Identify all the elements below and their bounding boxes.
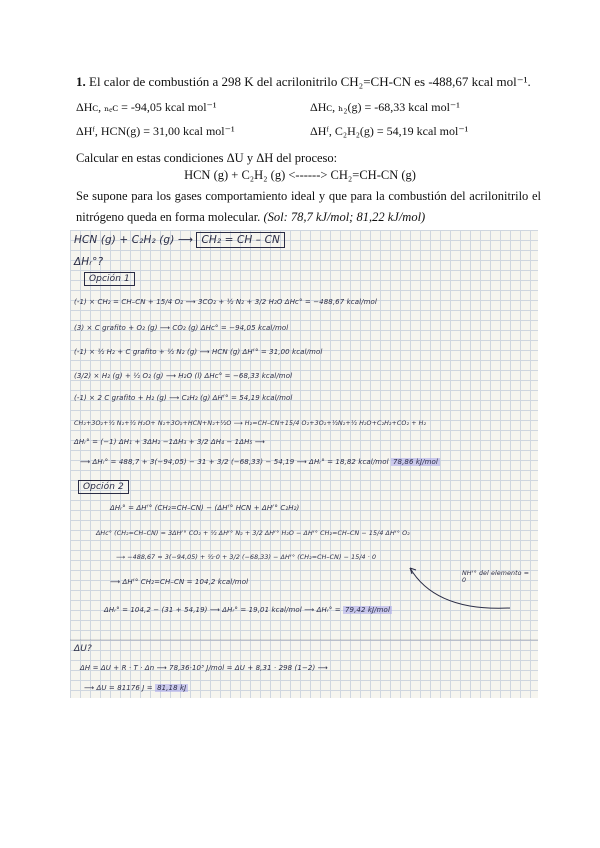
hw-du-line-1: ΔH = ΔU + R · T · Δn ⟶ 78,36·10³ J/mol = ΔU + 8,31 · 298 (1−2) ⟶: [80, 664, 328, 672]
problem-title-text: El calor de combustión a 298 K del acrilonitrilo CH₂=CH-CN es -488,67 kcal mol⁻¹.: [89, 74, 531, 89]
problem-title: [76, 74, 538, 90]
hw-reaction-3: (-1) × ½ H₂ + C grafito + ½ N₂ (g) ⟶ HCN (g) ΔHᶠ° = 31,00 kcal/mol: [74, 348, 323, 356]
hw-option2-line-c: ⟶ −488,67 = 3(−94,05) + ½·0 + 3/2 (−68,33) − ΔHᶠ° (CH₂=CH–CN) − 15/4 · 0: [116, 554, 377, 561]
hw-sum-line: CH₂+3O₂+½ N₂+½ H₂O+ N₂+3O₂+HCN+N₂+½O ⟶ H₂=CH–CN+15/4 O₂+3O₂+½N₂+½ H₂O+C₂H₂+CO₂ + H₂: [74, 420, 427, 427]
assumption-text: Se supone para los gases comportamiento ideal y que para la combustión del acrilonitrilo el nitrógeno queda en forma molecular.: [76, 189, 541, 224]
hw-line-reaction: [74, 234, 285, 246]
hw-option2-line-a: ΔHᵣ° = ΔHᶠ° (CH₂=CH–CN) − (ΔHᶠ° HCN + ΔHᶠ° C₂H₂): [110, 504, 300, 512]
hw-note-element-zero: NHᶠ° del elemento = 0: [462, 570, 530, 584]
hw-du-line-2: [84, 684, 188, 692]
process-reaction: HCN (g) + C₂H₂ (g) <------> CH₂=CH-CN (g): [184, 168, 416, 182]
hw-result-1-highlight: 78,86 kJ/mol: [392, 458, 438, 466]
hw-dh-question: ΔHᵣ°?: [74, 256, 104, 268]
hw-result-1-unit: kcal/mol: [358, 458, 389, 466]
hw-result-1-calc: ⟶ ΔHᵣ° = 488,7 + 3(−94,05) − 31 + 3/2 (−68,33) − 54,19 ⟶ ΔHᵣ° = 18,82: [80, 458, 356, 466]
hw-hess-line: ΔHᵣ° = (−1) ΔH₁ + 3ΔH₂ −1ΔH₃ + 3/2 ΔH₄ − 1ΔH₅ ⟶: [74, 438, 265, 446]
hw-opcion-2-label: Opción 2: [78, 480, 129, 494]
data-formation-hcn: ΔHᶠ, HCN(g) = 31,00 kcal mol⁻¹: [76, 124, 235, 138]
hw-du-question: ΔU?: [74, 644, 92, 654]
hw-du-line-2-calc: ⟶ ΔU = 81176 J =: [84, 684, 153, 692]
hw-option2-line-b: ΔHᴄ° (CH₂=CH–CN) = 3ΔHᶠ° CO₂ + ½ ΔHᶠ° N₂ + 3/2 ΔHᶠ° H₂O − ΔHᶠ° CH₂=CH–CN − 15/4 ΔHᶠ° O₂: [96, 530, 410, 537]
handwritten-solution-sheet: [70, 230, 538, 698]
hw-option2-line-d: ⟶ ΔHᶠ° CH₂=CH–CN = 104,2 kcal/mol: [110, 578, 249, 586]
problem-number: 1.: [76, 74, 86, 89]
hw-du-line-2-highlight: 81,18 kJ: [157, 684, 187, 692]
data-row-1: [76, 100, 546, 116]
hw-opcion-1: [84, 274, 135, 284]
hw-opcion-1-label: Opción 1: [84, 272, 135, 286]
data-formation-c2h2: ΔHᶠ, C₂H₂(g) = 54,19 kcal mol⁻¹: [310, 124, 469, 138]
instruction-text: Calcular en estas condiciones ΔU y ΔH del proceso:: [76, 151, 338, 165]
hw-reaction-2: (3) × C grafito + O₂ (g) ⟶ CO₂ (g) ΔHᴄ° = −94,05 kcal/mol: [74, 324, 289, 332]
hw-option2-result-calc: ΔHᵣ° = 104,2 − (31 + 54,19) ⟶ ΔHᵣ° = 19,01 kcal/mol ⟶ ΔHᵣ° =: [104, 606, 341, 614]
hw-reaction-product: CH₂ = CH – CN: [196, 232, 285, 248]
hw-opcion-2: [78, 482, 129, 492]
hw-option2-result-highlight: 79,42 kJ/mol: [345, 606, 390, 614]
solution-text: (Sol: 78,7 kJ/mol; 81,22 kJ/mol): [263, 210, 426, 224]
hw-reaction-left: HCN (g) + C₂H₂ (g) ⟶: [74, 234, 193, 246]
data-row-2: [76, 124, 546, 140]
hw-reaction-1: (-1) × CH₂ = CH–CN + 15/4 O₂ ⟶ 3CO₂ + ½ N₂ + 3/2 H₂O ΔHᴄ° = −488,67 kcal/mol: [74, 298, 377, 306]
hw-result-1: [80, 458, 440, 466]
data-combustion-h2: ΔHᴄ, ₕ₂(g) = -68,33 kcal mol⁻¹: [310, 100, 460, 114]
data-combustion-c: ΔHᴄ, ₙₑᴄ = -94,05 kcal mol⁻¹: [76, 100, 217, 114]
hw-option2-result: [104, 606, 392, 614]
hw-reaction-4: (3/2) × H₂ (g) + ½ O₂ (g) ⟶ H₂O (l) ΔHᴄ° = −68,33 kcal/mol: [74, 372, 293, 380]
problem-statement: [76, 74, 538, 90]
hw-reaction-5: (-1) × 2 C grafito + H₂ (g) ⟶ C₂H₂ (g) ΔHᶠ° = 54,19 kcal/mol: [74, 394, 293, 402]
assumption-note: [76, 186, 541, 228]
